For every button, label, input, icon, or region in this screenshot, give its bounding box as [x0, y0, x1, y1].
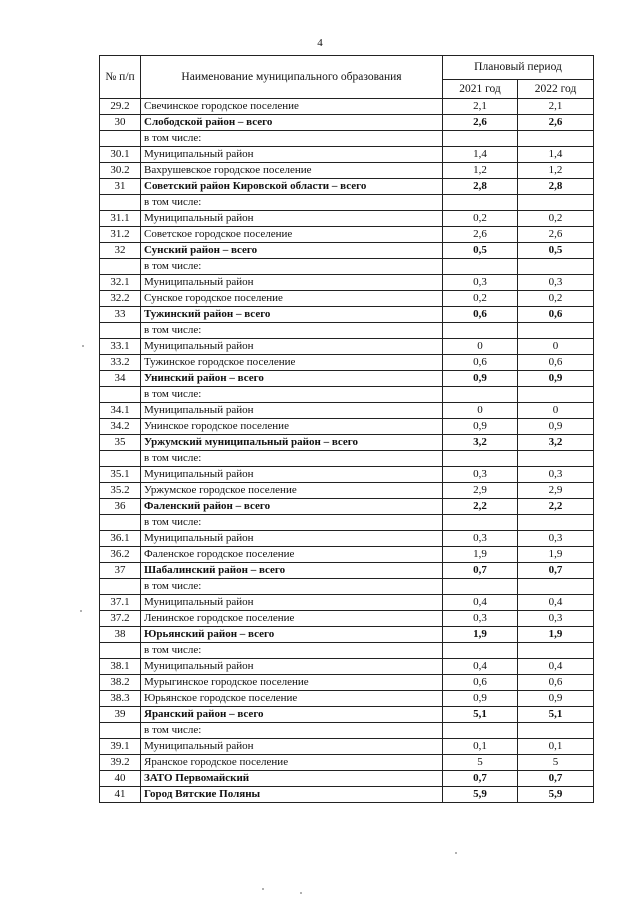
row-value-2022-cell: 0,5 — [518, 243, 594, 259]
table-row — [100, 483, 594, 499]
row-name-cell: Муниципальный район — [141, 595, 443, 611]
row-number-cell — [100, 643, 141, 659]
row-value-2022-cell: 0,3 — [518, 275, 594, 291]
row-name-cell: Город Вятские Поляны — [141, 787, 443, 803]
row-name-cell: Слободской район – всего — [141, 115, 443, 131]
row-number-cell: 36.1 — [100, 531, 141, 547]
row-name-cell: Юрьянский район – всего — [141, 627, 443, 643]
table-row — [100, 611, 594, 627]
row-name-cell: Мурыгинское городское поселение — [141, 675, 443, 691]
row-number-cell: 31.1 — [100, 211, 141, 227]
table-row — [100, 659, 594, 675]
row-value-2022-cell: 0,9 — [518, 691, 594, 707]
row-name-cell: Яранское городское поселение — [141, 755, 443, 771]
row-value-2022-cell — [518, 723, 594, 739]
row-number-cell: 37.1 — [100, 595, 141, 611]
row-value-2021-cell — [443, 259, 518, 275]
row-value-2022-cell: 5 — [518, 755, 594, 771]
row-value-2021-cell — [443, 515, 518, 531]
row-name-cell: Муниципальный район — [141, 339, 443, 355]
row-number-cell: 41 — [100, 787, 141, 803]
row-name-cell: в том числе: — [141, 387, 443, 403]
table-row — [100, 739, 594, 755]
row-number-cell: 32.2 — [100, 291, 141, 307]
row-value-2021-cell: 0,5 — [443, 243, 518, 259]
row-value-2022-cell: 0,7 — [518, 563, 594, 579]
row-name-cell: Советский район Кировской области – всего — [141, 179, 443, 195]
row-value-2021-cell: 0,9 — [443, 691, 518, 707]
row-number-cell: 35.2 — [100, 483, 141, 499]
header-period: Плановый период — [443, 56, 594, 80]
header-year-2021: 2021 год — [443, 80, 518, 99]
table-row — [100, 691, 594, 707]
row-name-cell: Фаленское городское поселение — [141, 547, 443, 563]
row-name-cell: Шабалинский район – всего — [141, 563, 443, 579]
row-value-2021-cell — [443, 195, 518, 211]
row-value-2021-cell — [443, 643, 518, 659]
table-row — [100, 323, 594, 339]
table-row — [100, 787, 594, 803]
row-value-2022-cell: 2,9 — [518, 483, 594, 499]
row-name-cell: Тужинское городское поселение — [141, 355, 443, 371]
table-row — [100, 499, 594, 515]
row-value-2022-cell: 0 — [518, 339, 594, 355]
row-value-2021-cell: 2,6 — [443, 227, 518, 243]
row-number-cell: 38.3 — [100, 691, 141, 707]
table-row — [100, 771, 594, 787]
table-row — [100, 147, 594, 163]
table-row — [100, 643, 594, 659]
row-value-2021-cell: 2,8 — [443, 179, 518, 195]
row-value-2022-cell: 0,1 — [518, 739, 594, 755]
row-number-cell: 40 — [100, 771, 141, 787]
row-value-2021-cell — [443, 323, 518, 339]
row-number-cell: 36 — [100, 499, 141, 515]
row-value-2022-cell: 1,4 — [518, 147, 594, 163]
row-name-cell: Ленинское городское поселение — [141, 611, 443, 627]
row-value-2021-cell: 2,2 — [443, 499, 518, 515]
row-value-2022-cell: 1,9 — [518, 547, 594, 563]
row-number-cell: 35.1 — [100, 467, 141, 483]
table-row — [100, 115, 594, 131]
row-name-cell: в том числе: — [141, 195, 443, 211]
row-name-cell: в том числе: — [141, 643, 443, 659]
row-number-cell — [100, 195, 141, 211]
table-row — [100, 419, 594, 435]
row-value-2022-cell: 1,2 — [518, 163, 594, 179]
row-name-cell: Муниципальный район — [141, 147, 443, 163]
row-name-cell: в том числе: — [141, 579, 443, 595]
row-value-2022-cell: 0,9 — [518, 419, 594, 435]
row-name-cell: Свечинское городское поселение — [141, 99, 443, 115]
row-number-cell — [100, 515, 141, 531]
table-row — [100, 131, 594, 147]
page-number: 4 — [317, 37, 323, 49]
row-name-cell: Муниципальный район — [141, 531, 443, 547]
table-row — [100, 371, 594, 387]
table-body — [100, 99, 594, 803]
table-row — [100, 179, 594, 195]
row-number-cell: 34 — [100, 371, 141, 387]
row-value-2022-cell: 0,6 — [518, 355, 594, 371]
row-name-cell: Советское городское поселение — [141, 227, 443, 243]
row-value-2022-cell: 0,7 — [518, 771, 594, 787]
row-number-cell: 39.2 — [100, 755, 141, 771]
budget-table — [99, 55, 594, 803]
table-row — [100, 467, 594, 483]
row-value-2021-cell: 0,6 — [443, 675, 518, 691]
row-number-cell — [100, 259, 141, 275]
table-row — [100, 339, 594, 355]
row-value-2021-cell: 3,2 — [443, 435, 518, 451]
row-name-cell: Вахрушевское городское поселение — [141, 163, 443, 179]
row-value-2022-cell: 0,3 — [518, 467, 594, 483]
row-number-cell — [100, 131, 141, 147]
row-number-cell: 33.2 — [100, 355, 141, 371]
table-row — [100, 259, 594, 275]
row-value-2021-cell: 1,9 — [443, 627, 518, 643]
row-number-cell: 38.1 — [100, 659, 141, 675]
row-value-2021-cell — [443, 131, 518, 147]
row-value-2021-cell: 0,9 — [443, 371, 518, 387]
header-num: № п/п — [100, 56, 141, 99]
row-value-2021-cell: 2,1 — [443, 99, 518, 115]
row-name-cell: Уржумский муниципальный район – всего — [141, 435, 443, 451]
row-value-2022-cell — [518, 195, 594, 211]
row-value-2021-cell: 0,6 — [443, 307, 518, 323]
row-value-2021-cell: 1,9 — [443, 547, 518, 563]
row-value-2022-cell — [518, 387, 594, 403]
table-row — [100, 355, 594, 371]
row-value-2022-cell: 0,6 — [518, 307, 594, 323]
row-value-2022-cell — [518, 131, 594, 147]
table-row — [100, 563, 594, 579]
row-value-2021-cell: 0 — [443, 403, 518, 419]
row-value-2021-cell: 2,6 — [443, 115, 518, 131]
row-value-2022-cell — [518, 643, 594, 659]
row-number-cell: 32 — [100, 243, 141, 259]
row-value-2021-cell: 0,6 — [443, 355, 518, 371]
row-number-cell: 34.2 — [100, 419, 141, 435]
row-number-cell: 37 — [100, 563, 141, 579]
row-value-2022-cell: 5,9 — [518, 787, 594, 803]
row-name-cell: Фаленский район – всего — [141, 499, 443, 515]
row-name-cell: Унинское городское поселение — [141, 419, 443, 435]
row-value-2021-cell: 0,9 — [443, 419, 518, 435]
row-number-cell — [100, 387, 141, 403]
row-value-2022-cell: 1,9 — [518, 627, 594, 643]
row-value-2021-cell: 0,1 — [443, 739, 518, 755]
row-value-2022-cell: 3,2 — [518, 435, 594, 451]
table-row — [100, 435, 594, 451]
row-name-cell: Муниципальный район — [141, 211, 443, 227]
row-name-cell: Муниципальный район — [141, 467, 443, 483]
row-value-2021-cell: 1,2 — [443, 163, 518, 179]
row-value-2021-cell: 0,3 — [443, 467, 518, 483]
row-number-cell — [100, 323, 141, 339]
row-name-cell: Яранский район – всего — [141, 707, 443, 723]
row-value-2022-cell — [518, 323, 594, 339]
row-value-2022-cell: 0,3 — [518, 531, 594, 547]
table-row — [100, 403, 594, 419]
table-row — [100, 595, 594, 611]
table-row — [100, 515, 594, 531]
row-name-cell: в том числе: — [141, 451, 443, 467]
table-row — [100, 531, 594, 547]
row-value-2021-cell: 0,2 — [443, 211, 518, 227]
row-value-2021-cell: 0,2 — [443, 291, 518, 307]
row-name-cell: Муниципальный район — [141, 403, 443, 419]
row-name-cell: Муниципальный район — [141, 739, 443, 755]
table-row — [100, 243, 594, 259]
row-value-2022-cell: 0,4 — [518, 595, 594, 611]
row-value-2022-cell: 0,9 — [518, 371, 594, 387]
row-number-cell: 30.1 — [100, 147, 141, 163]
row-number-cell: 30.2 — [100, 163, 141, 179]
table-row — [100, 275, 594, 291]
table-row — [100, 579, 594, 595]
row-number-cell: 29.2 — [100, 99, 141, 115]
row-number-cell: 37.2 — [100, 611, 141, 627]
row-value-2022-cell: 0 — [518, 403, 594, 419]
table-row — [100, 707, 594, 723]
row-name-cell: Унинский район – всего — [141, 371, 443, 387]
row-value-2022-cell — [518, 259, 594, 275]
row-name-cell: в том числе: — [141, 515, 443, 531]
row-value-2021-cell: 0,4 — [443, 659, 518, 675]
row-value-2021-cell: 0,3 — [443, 531, 518, 547]
row-value-2021-cell: 0,3 — [443, 275, 518, 291]
row-number-cell: 33.1 — [100, 339, 141, 355]
row-number-cell: 33 — [100, 307, 141, 323]
scan-speck — [82, 345, 84, 347]
table-row — [100, 99, 594, 115]
row-value-2022-cell: 5,1 — [518, 707, 594, 723]
row-number-cell: 31.2 — [100, 227, 141, 243]
row-number-cell: 39.1 — [100, 739, 141, 755]
row-value-2022-cell: 0,6 — [518, 675, 594, 691]
row-value-2021-cell: 1,4 — [443, 147, 518, 163]
row-name-cell: Сунское городское поселение — [141, 291, 443, 307]
row-value-2021-cell — [443, 723, 518, 739]
row-value-2021-cell: 0,7 — [443, 771, 518, 787]
row-number-cell: 34.1 — [100, 403, 141, 419]
row-value-2021-cell: 0,4 — [443, 595, 518, 611]
header-year-2022: 2022 год — [518, 80, 594, 99]
row-number-cell: 31 — [100, 179, 141, 195]
table-row — [100, 723, 594, 739]
row-value-2022-cell: 0,4 — [518, 659, 594, 675]
row-name-cell: Муниципальный район — [141, 275, 443, 291]
row-name-cell: Юрьянское городское поселение — [141, 691, 443, 707]
row-name-cell: Тужинский район – всего — [141, 307, 443, 323]
row-number-cell — [100, 579, 141, 595]
row-value-2022-cell: 0,2 — [518, 291, 594, 307]
row-name-cell: в том числе: — [141, 259, 443, 275]
row-name-cell: в том числе: — [141, 131, 443, 147]
row-value-2021-cell — [443, 387, 518, 403]
row-value-2022-cell: 2,8 — [518, 179, 594, 195]
row-name-cell: в том числе: — [141, 323, 443, 339]
row-value-2021-cell: 0,3 — [443, 611, 518, 627]
row-number-cell: 38.2 — [100, 675, 141, 691]
row-number-cell: 38 — [100, 627, 141, 643]
row-number-cell: 35 — [100, 435, 141, 451]
row-value-2021-cell: 0 — [443, 339, 518, 355]
row-name-cell: в том числе: — [141, 723, 443, 739]
row-number-cell — [100, 451, 141, 467]
table-row — [100, 163, 594, 179]
row-value-2021-cell: 5 — [443, 755, 518, 771]
row-value-2022-cell: 2,6 — [518, 227, 594, 243]
table-row — [100, 387, 594, 403]
row-value-2022-cell: 2,6 — [518, 115, 594, 131]
table-row — [100, 211, 594, 227]
table-row — [100, 307, 594, 323]
row-number-cell: 36.2 — [100, 547, 141, 563]
row-value-2022-cell — [518, 579, 594, 595]
table-row — [100, 451, 594, 467]
table-row — [100, 755, 594, 771]
table-row — [100, 291, 594, 307]
row-value-2021-cell — [443, 579, 518, 595]
scan-speck — [300, 892, 302, 894]
table-row — [100, 627, 594, 643]
row-value-2022-cell: 0,3 — [518, 611, 594, 627]
row-value-2021-cell: 5,9 — [443, 787, 518, 803]
row-number-cell: 30 — [100, 115, 141, 131]
scan-speck — [262, 888, 264, 890]
row-value-2022-cell — [518, 451, 594, 467]
scan-speck — [455, 852, 457, 854]
row-value-2021-cell — [443, 451, 518, 467]
row-value-2021-cell: 0,7 — [443, 563, 518, 579]
row-number-cell: 32.1 — [100, 275, 141, 291]
table-row — [100, 547, 594, 563]
row-value-2022-cell — [518, 515, 594, 531]
table-row — [100, 195, 594, 211]
row-name-cell: Муниципальный район — [141, 659, 443, 675]
table-header — [100, 56, 594, 99]
row-value-2022-cell: 2,1 — [518, 99, 594, 115]
scan-speck — [80, 610, 82, 612]
row-value-2021-cell: 2,9 — [443, 483, 518, 499]
row-number-cell — [100, 723, 141, 739]
row-value-2021-cell: 5,1 — [443, 707, 518, 723]
row-name-cell: Сунский район – всего — [141, 243, 443, 259]
row-number-cell: 39 — [100, 707, 141, 723]
header-name: Наименование муниципального образования — [141, 56, 443, 99]
row-name-cell: ЗАТО Первомайский — [141, 771, 443, 787]
row-value-2022-cell: 2,2 — [518, 499, 594, 515]
row-value-2022-cell: 0,2 — [518, 211, 594, 227]
row-name-cell: Уржумское городское поселение — [141, 483, 443, 499]
table-row — [100, 227, 594, 243]
table-row — [100, 675, 594, 691]
